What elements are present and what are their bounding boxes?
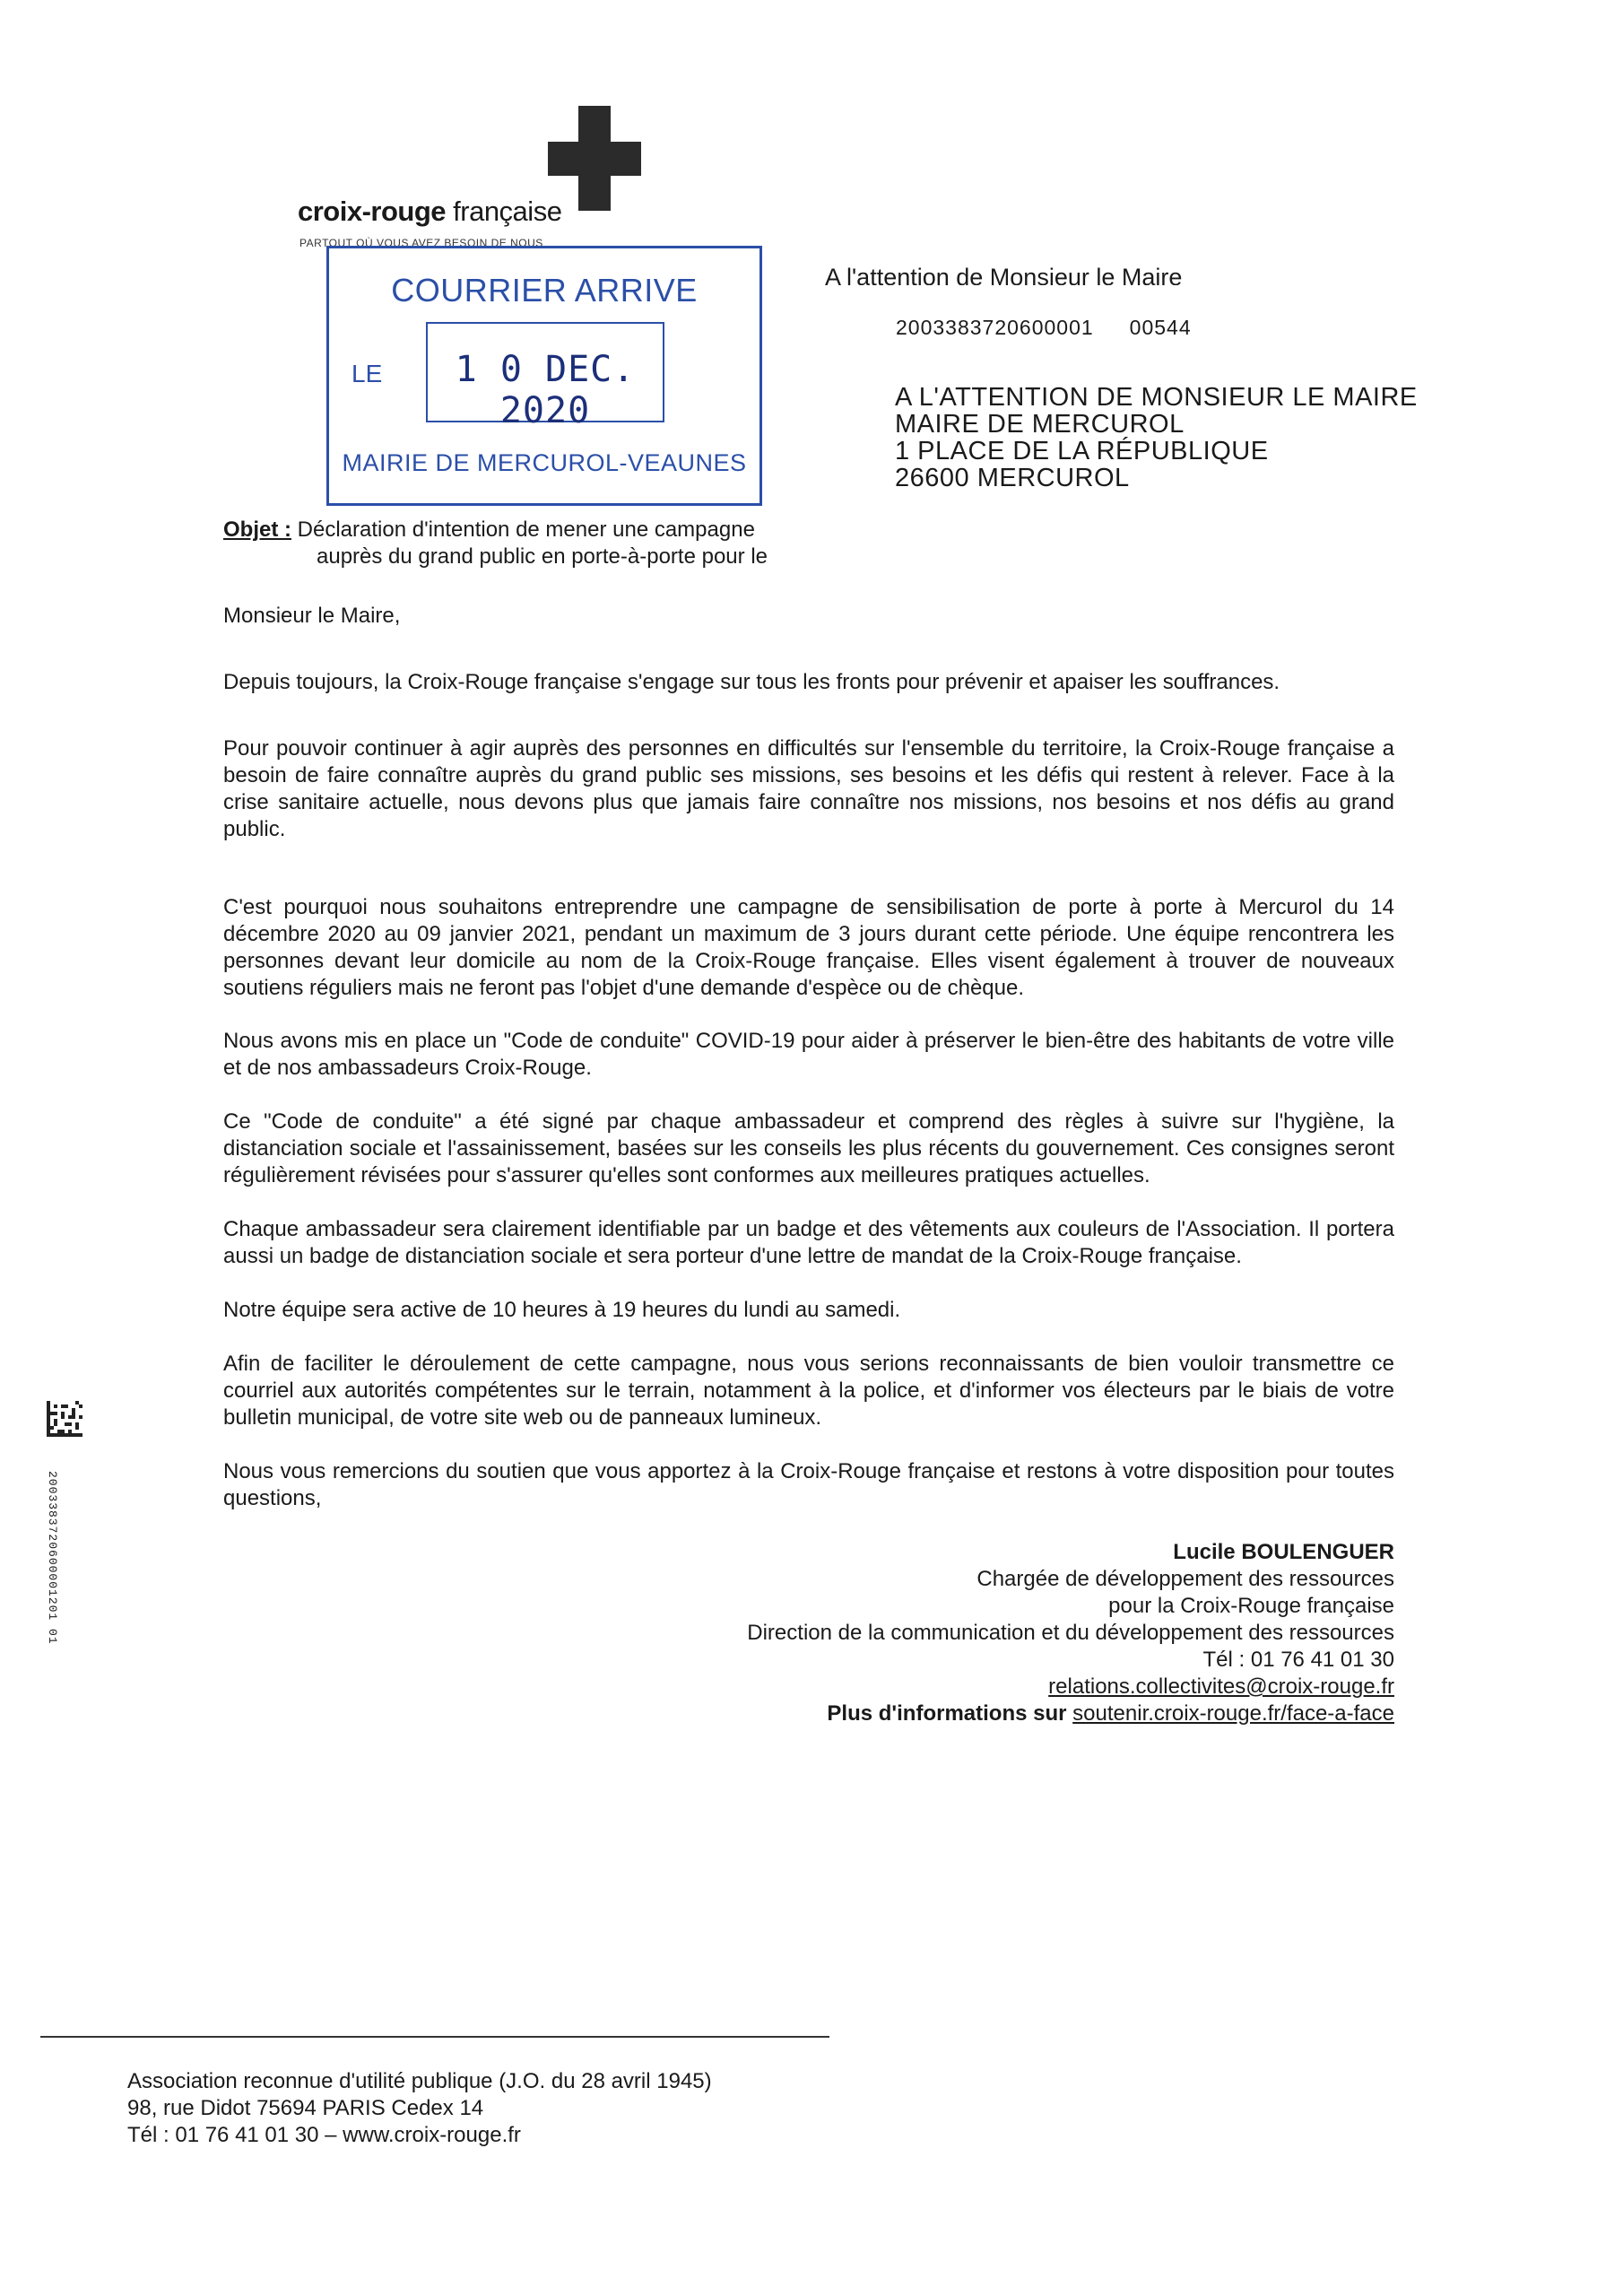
stamp-mairie: MAIRIE DE MERCUROL-VEAUNES [342, 449, 747, 476]
reception-stamp [326, 246, 762, 506]
salutation: Monsieur le Maire, [223, 604, 401, 628]
body-paragraph: Afin de faciliter le déroulement de cette campagne, nous vous serions reconnaissants de bien vouloir transmettre ce courriel aux autorités compétentes sur le terrain, notamment à la police, et d'informer vos électeurs par le biais de votre bulletin municipal, de votre site web ou de panneaux lumineux. [223, 1352, 1394, 1430]
subject-label: Objet : [223, 517, 291, 542]
signatory-name: Lucile BOULENGUER [1173, 1540, 1394, 1564]
signatory-direction: Direction de la communication et du développement des ressources [747, 1621, 1394, 1645]
stamp-date: 1 0 DEC. 2020 [455, 349, 636, 431]
body-paragraph: Depuis toujours, la Croix-Rouge française s'engage sur tous les fronts pour prévenir et apaiser les souffrances. [223, 670, 1280, 694]
footer-line: Tél : 01 76 41 01 30 – www.croix-rouge.fr [127, 2123, 521, 2147]
body-paragraph: Notre équipe sera active de 10 heures à 19 heures du lundi au samedi. [223, 1298, 901, 1322]
attention-line: A l'attention de Monsieur le Maire [825, 264, 1183, 285]
body-paragraph: Nous vous remercions du soutien que vous apportez à la Croix-Rouge française et restons à votre disposition pour toutes questions, [223, 1459, 1394, 1510]
body-paragraph: Chaque ambassadeur sera clairement identifiable par un badge et des vêtements aux couleurs de l'Association. Il portera aussi un badge de distanciation sociale et sera porteur d'une lettre de mandat de la Croix-Rouge française. [223, 1217, 1394, 1268]
signatory-phone: Tél : 01 76 41 01 30 [1202, 1648, 1394, 1672]
address-line: A L'ATTENTION DE MONSIEUR LE MAIRE [895, 383, 1418, 412]
website-link[interactable]: soutenir.croix-rouge.fr/face-a-face [1072, 1701, 1394, 1726]
body-paragraph: Nous avons mis en place un "Code de conduite" COVID-19 pour aider à préserver le bien-être des habitants de votre ville et de nos ambassadeurs Croix-Rouge. [223, 1029, 1394, 1080]
footer-divider [40, 2036, 829, 2038]
body-paragraph: Pour pouvoir continuer à agir auprès des personnes en difficultés sur l'ensemble du territoire, la Croix-Rouge française a besoin de faire connaître auprès du grand public ses missions, ses besoins et les défis qui restent à relever. Face à la crise sanitaire actuelle, nous devons plus que jamais faire connaître nos missions, nos besoins et nos défis au grand public. [223, 736, 1394, 841]
address-line: MAIRE DE MERCUROL [895, 410, 1185, 439]
signatory-role: Chargée de développement des ressources [976, 1567, 1394, 1591]
email-link[interactable]: relations.collectivites@croix-rouge.fr [1048, 1674, 1394, 1699]
subject-line: auprès du grand public en porte-à-porte pour le [317, 544, 768, 569]
address-line: 26600 MERCUROL [895, 464, 1130, 492]
brand-name: croix-rouge française [298, 196, 562, 227]
recipient-address [895, 384, 1418, 491]
stamp-date-box [426, 322, 664, 431]
stamp-title: COURRIER ARRIVE [391, 272, 698, 309]
stamp-le-label: LE [352, 360, 383, 387]
footer-line: 98, rue Didot 75694 PARIS Cedex 14 [127, 2096, 484, 2120]
subject-block [223, 517, 806, 570]
body-paragraph: Ce "Code de conduite" a été signé par chaque ambassadeur et comprend des règles à suivre sur l'hygiène, la distanciation sociale et l'assainissement, basées sur les conseils les plus récents du gouvernement. Ces consignes seront régulièrement révisées pour s'assurer qu'elles sont conformes aux meilleures pratiques actuelles. [223, 1109, 1394, 1187]
reference-code: 00544 [1129, 316, 1192, 339]
reference-line [896, 316, 1192, 340]
footer-line: Association reconnue d'utilité publique (J.O. du 28 avril 1945) [127, 2069, 712, 2093]
datamatrix-barcode-icon [47, 1401, 82, 1437]
subject-line: Déclaration d'intention de mener une campagne [291, 517, 755, 542]
reference-number: 2003383720600001 [896, 316, 1094, 339]
croix-rouge-cross-logo [548, 106, 641, 211]
footer [127, 2068, 712, 2149]
more-info-label: Plus d'informations sur [827, 1701, 1067, 1726]
document-side-id: 2003383720600001201 01 [46, 1471, 59, 1645]
signature-block [587, 1539, 1394, 1727]
address-line: 1 PLACE DE LA RÉPUBLIQUE [895, 437, 1269, 465]
signatory-org: pour la Croix-Rouge française [1108, 1594, 1394, 1618]
brand-tagline: PARTOUT OÙ VOUS AVEZ BESOIN DE NOUS [299, 237, 543, 249]
body-paragraph: C'est pourquoi nous souhaitons entreprendre une campagne de sensibilisation de porte à porte à Mercurol du 14 décembre 2020 au 09 janvier 2021, pendant un maximum de 3 jours durant cette période. Une équipe rencontrera les personnes devant leur domicile au nom de la Croix-Rouge française. Elles visent également à trouver de nouveaux soutiens réguliers mais ne feront pas l'objet d'une demande d'espèce ou de chèque. [223, 895, 1394, 1000]
